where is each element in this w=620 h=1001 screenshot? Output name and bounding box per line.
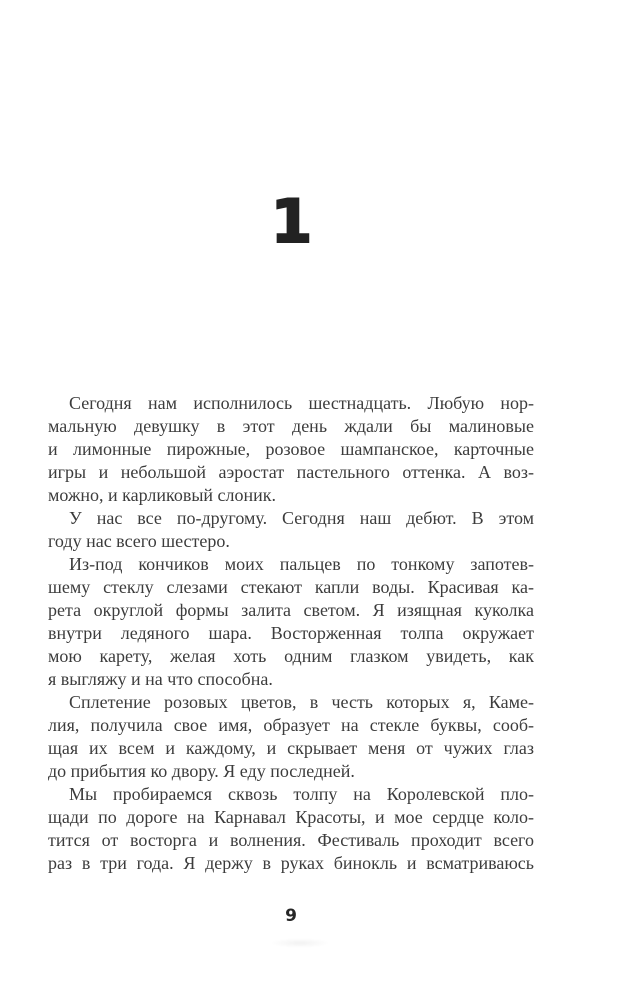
text-line: щая их всем и каждому, и скрывает меня от чужих глаз [48, 738, 534, 758]
paragraph [48, 691, 534, 783]
text-line: Мы пробираемся сквозь толпу на Королевской пло- [69, 784, 534, 804]
scan-smudge-artifact [270, 938, 330, 948]
text-line: мальную девушку в этот день ждали бы малиновые [48, 416, 534, 436]
paragraph [48, 392, 534, 507]
text-line: щади по дороге на Карнавал Красоты, и мое сердце коло- [48, 807, 534, 827]
chapter-number: 1 [270, 187, 312, 257]
text-line: можно, и карликовый слоник. [48, 485, 277, 505]
text-line: Сплетение розовых цветов, в честь которых я, Каме- [69, 692, 534, 712]
text-line: до прибытия ко двору. Я еду последней. [48, 761, 355, 781]
paragraph [48, 507, 534, 553]
text-line: я выгляжу и на что способна. [48, 669, 273, 689]
paragraph [48, 553, 534, 691]
text-line: рета округлой формы залита светом. Я изящная куколка [48, 600, 534, 620]
text-line: тится от восторга и волнения. Фестиваль проходит всего [48, 830, 534, 850]
text-line: году нас всего шестеро. [48, 531, 230, 551]
text-line: раз в три года. Я держу в руках бинокль и всматриваюсь [48, 853, 534, 873]
text-line: и лимонные пирожные, розовое шампанское, карточные [48, 439, 534, 459]
body-text [48, 392, 534, 875]
text-line: лия, получила свое имя, образует на стекле буквы, сооб- [48, 715, 534, 735]
text-line: игры и небольшой аэростат пастельного оттенка. А воз- [48, 462, 534, 482]
text-line: внутри ледяного шара. Восторженная толпа окружает [48, 623, 534, 643]
text-line: Сегодня нам исполнилось шестнадцать. Любую нор- [69, 393, 534, 413]
text-line: шему стеклу слезами стекают капли воды. Красивая ка- [48, 577, 534, 597]
text-line: У нас все по-другому. Сегодня наш дебют. В этом [69, 508, 534, 528]
text-line: Из-под кончиков моих пальцев по тонкому запотев- [69, 554, 534, 574]
text-line: мою карету, желая хоть одним глазком увидеть, как [48, 646, 534, 666]
paragraph [48, 783, 534, 875]
page-number: 9 [285, 906, 297, 926]
